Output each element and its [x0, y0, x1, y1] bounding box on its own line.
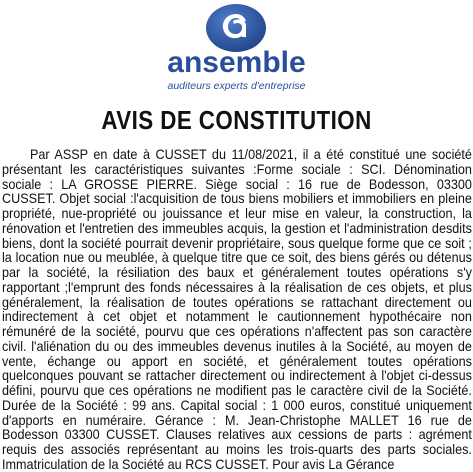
company-logo: [0, 0, 473, 92]
notice-title: AVIS DE CONSTITUTION: [101, 105, 372, 135]
logo-wordmark: ansemble: [167, 46, 306, 79]
logo-tagline: auditeurs experts d'entreprise: [167, 80, 306, 92]
notice-body: Par ASSP en date à CUSSET du 11/08/2021, il a été constitué une société présentant les caractéristiques suivantes :Forme sociale : SCI. Dénomination sociale : LA GROSSE PIERRE. Siège social : 16 rue de Bodesson, 03300 CUSSET. Objet social :l'acquisition de tous biens mobiliers et immobiliers en pleine propriété, nue-propriété ou jouissance et leur mise en valeur, la construction, la rénovation et l'entretien des immeubles acquis, la gestion et l'administration desdits biens, dont la société pourrait devenir propriétaire, sous quelque forme que ce soit ; la location nue ou meublée, à quelque titre que ce soit, des biens gérés ou détenus par la société, la résiliation des baux et généralement toutes opérations s'y rapportant ;l'emprunt des fonds nécessaires à la réalisation de ces objets, et plus généralement, la réalisation de toutes opérations se rattachant directement ou indirectement à cet objet et notamment le cautionnement hypothécaire non rémunéré de la société, pourvu que ces opérations n'affectent pas son caractère civil. l'aliénation du ou des immeubles devenus inutiles à la Société, au moyen de vente, échange ou apport en société, et généralement toutes opérations quelconques pouvant se rattacher directement ou indirectement à l'objet ci-dessus défini, pourvu que ces opérations ne modifient pas le caractère civil de la Société. Durée de la Société : 99 ans. Capital social : 1 000 euros, constitué uniquement d'apports en numéraire. Gérance : M. Jean-Christophe MALLET 16 rue de Bodesson 03300 CUSSET. Clauses relatives aux cessions de parts : agrément requis des associés représentant au moins les trois-quarts des parts sociales. Immatriculation de la Société au RCS CUSSET. Pour avis La Gérance: [2, 146, 472, 472]
